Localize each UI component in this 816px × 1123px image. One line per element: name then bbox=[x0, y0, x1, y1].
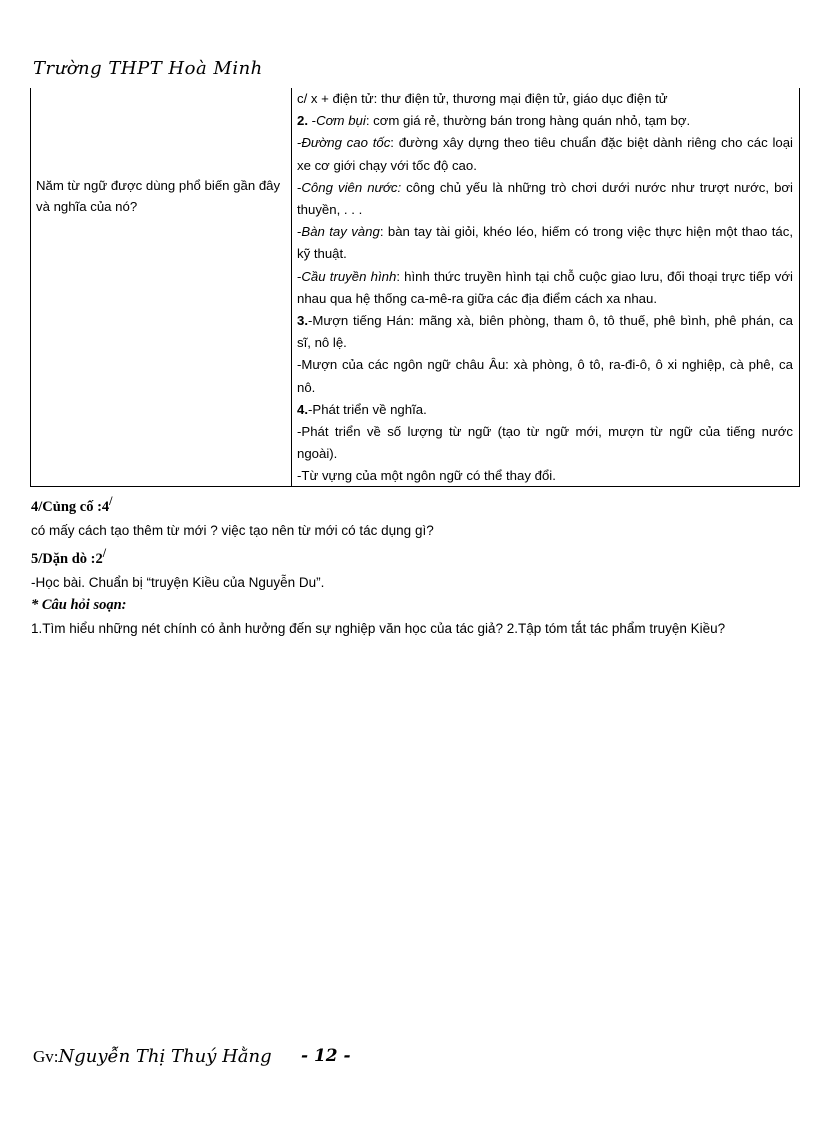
teacher-name: Nguyễn Thị Thuý Hằng bbox=[58, 1046, 272, 1067]
answer-item-muon-chau-au: -Mượn của các ngôn ngữ châu Âu: xà phòng, ô tô, ra-đi-ô, ô xi nghiệp, cà phê, ca nô. bbox=[297, 357, 793, 395]
section-cung-co-text: có mấy cách tạo thêm từ mới ? việc tạo nên từ mới có tác dụng gì? bbox=[31, 522, 434, 538]
question-cell: Năm từ ngữ được dùng phổ biến gần đây và nghĩa của nó? bbox=[36, 178, 281, 214]
answer-item-phat-trien-nghia: 4.-Phát triển về nghĩa. bbox=[297, 401, 427, 417]
answer-item-phat-trien-so-luong: -Phát triển về số lượng từ ngữ (tạo từ ngữ mới, mượn từ ngữ của tiếng nước ngoài). bbox=[297, 424, 793, 462]
section-dan-do-text: -Học bài. Chuẩn bị “truyện Kiều của Nguyễn Du”. bbox=[31, 574, 325, 590]
answer-item-com-bui: 2. -Cơm bụi: cơm giá rẻ, thường bán trong hàng quán nhỏ, tạm bợ. bbox=[297, 113, 691, 129]
answer-item-muon-tieng-han: 3.-Mượn tiếng Hán: mãng xà, biên phòng, tham ô, tô thuế, phê bình, phê phán, ca sĩ, nô lệ. bbox=[297, 313, 793, 351]
answer-item-ban-tay-vang: -Bàn tay vàng: bàn tay tài giỏi, khéo léo, hiếm có trong việc thực hiện một thao tác, kỹ thuật. bbox=[297, 224, 794, 262]
answer-line-c: c/ x + điện tử: thư điện tử, thương mại điện tử, giáo dục điện tử bbox=[297, 91, 668, 106]
questions-heading: * Câu hỏi soạn: bbox=[31, 596, 127, 613]
teacher-label: Gv: bbox=[33, 1047, 59, 1066]
content-table bbox=[30, 88, 800, 487]
school-header: Trường THPT Hoà Minh bbox=[33, 58, 263, 79]
answer-cell bbox=[297, 88, 793, 488]
page-number: - 12 - bbox=[301, 1046, 351, 1066]
answer-item-cong-vien-nuoc: -Công viên nước: công chủ yếu là những trò chơi dưới nước như trượt nước, bơi thuyền, . . . bbox=[297, 179, 793, 218]
page-footer bbox=[33, 1046, 351, 1067]
section-cung-co-heading: 4/Củng cố :4/ bbox=[31, 494, 113, 515]
section-dan-do-heading: 5/Dặn dò :2/ bbox=[31, 545, 107, 567]
lesson-sections bbox=[31, 490, 791, 640]
answer-item-duong-cao-toc: -Đường cao tốc: đường xây dựng theo tiêu chuẩn đặc biệt dành riêng cho các loại xe cơ giới chạy với tốc độ cao. bbox=[297, 135, 793, 173]
answer-item-tu-vung-thay-doi: -Từ vựng của một ngôn ngữ có thể thay đổi. bbox=[297, 468, 556, 484]
column-divider bbox=[291, 88, 292, 486]
answer-item-cau-truyen-hinh: -Cầu truyền hình: hình thức truyền hình tại chỗ cuộc giao lưu, đối thoại trực tiếp với nhau qua hệ thống ca-mê-ra giữa các địa điểm cách xa nhau. bbox=[297, 268, 793, 306]
questions-text: 1.Tìm hiểu những nét chính có ảnh hưởng đến sự nghiệp văn học của tác giả? 2.Tập tóm tắt tác phẩm truyện Kiều? bbox=[31, 620, 726, 636]
